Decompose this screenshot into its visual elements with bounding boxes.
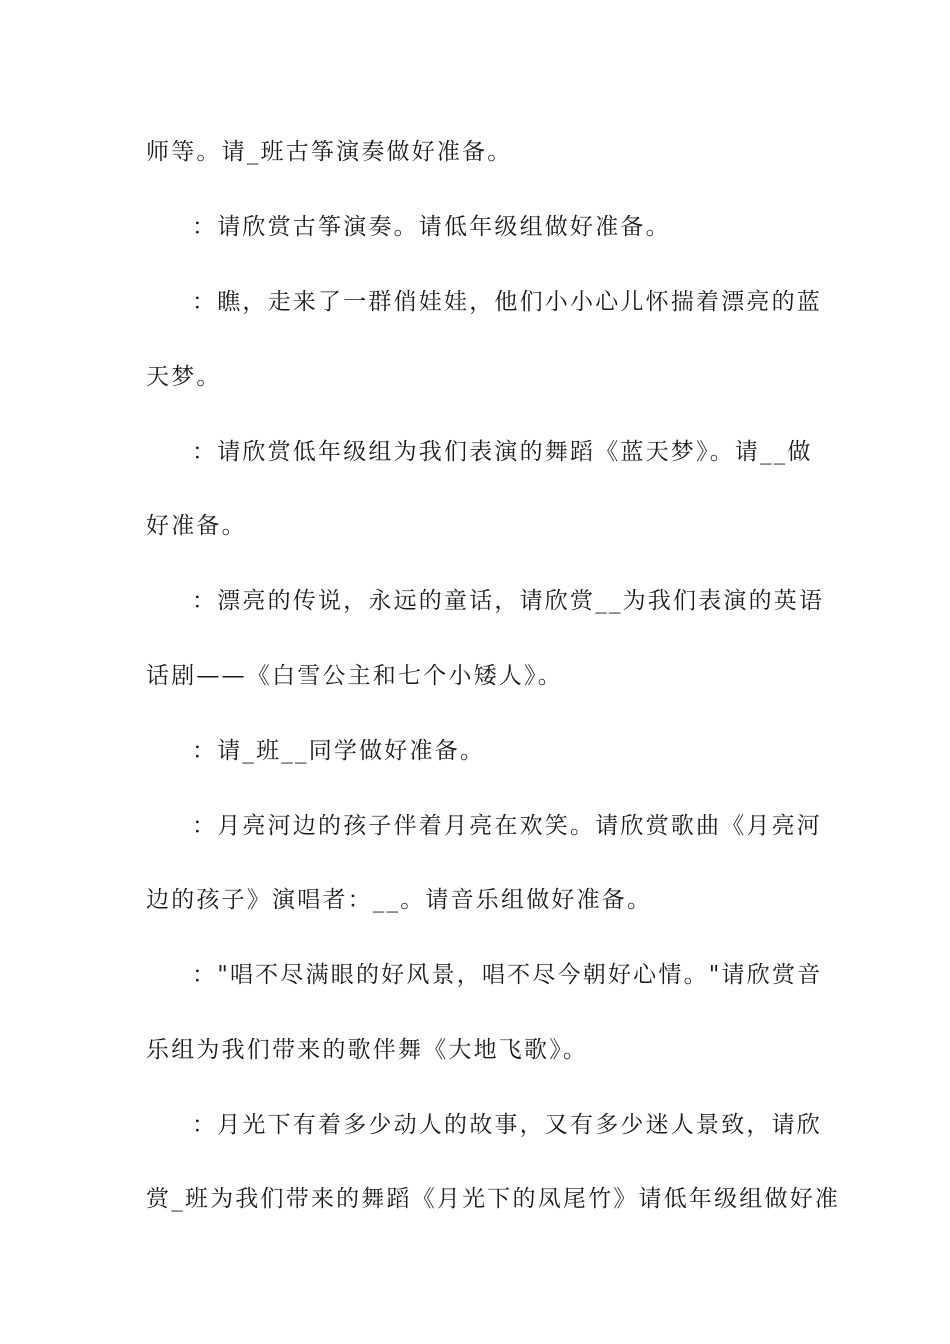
text-line-5: ：请欣赏低年级组为我们表演的舞蹈《蓝天梦》。请__做 [192, 439, 813, 465]
text-line-1: 师等。请_班古筝演奏做好准备。 [146, 139, 513, 165]
text-line-14: ：月光下有着多少动人的故事，又有多少迷人景致，请欣 [192, 1112, 822, 1138]
text-line-9: ：请_班__同学做好准备。 [192, 738, 486, 764]
text-line-11: 边的孩子》演唱者：__。请音乐组做好准备。 [146, 887, 653, 913]
text-line-3: ：瞧，走来了一群俏娃娃，他们小小心儿怀揣着漂亮的蓝 [192, 289, 822, 315]
text-line-15: 赏_班为我们带来的舞蹈《月光下的凤尾竹》请低年级组做好准 [146, 1186, 841, 1212]
text-line-6: 好准备。 [146, 513, 247, 539]
text-line-10: ：月亮河边的孩子伴着月亮在欢笑。请欣赏歌曲《月亮河 [192, 813, 822, 839]
text-line-2: ：请欣赏古筝演奏。请低年级组做好准备。 [192, 214, 671, 240]
text-line-7: ：漂亮的传说，永远的童话，请欣赏__为我们表演的英语 [192, 588, 825, 614]
text-line-12: ："唱不尽满眼的好风景，唱不尽今朝好心情。"请欣赏音 [192, 962, 823, 988]
text-line-4: 天梦。 [146, 364, 222, 390]
text-line-13: 乐组为我们带来的歌伴舞《大地飞歌》。 [146, 1037, 589, 1063]
text-line-8: 话剧——《白雪公主和七个小矮人》。 [146, 663, 563, 689]
